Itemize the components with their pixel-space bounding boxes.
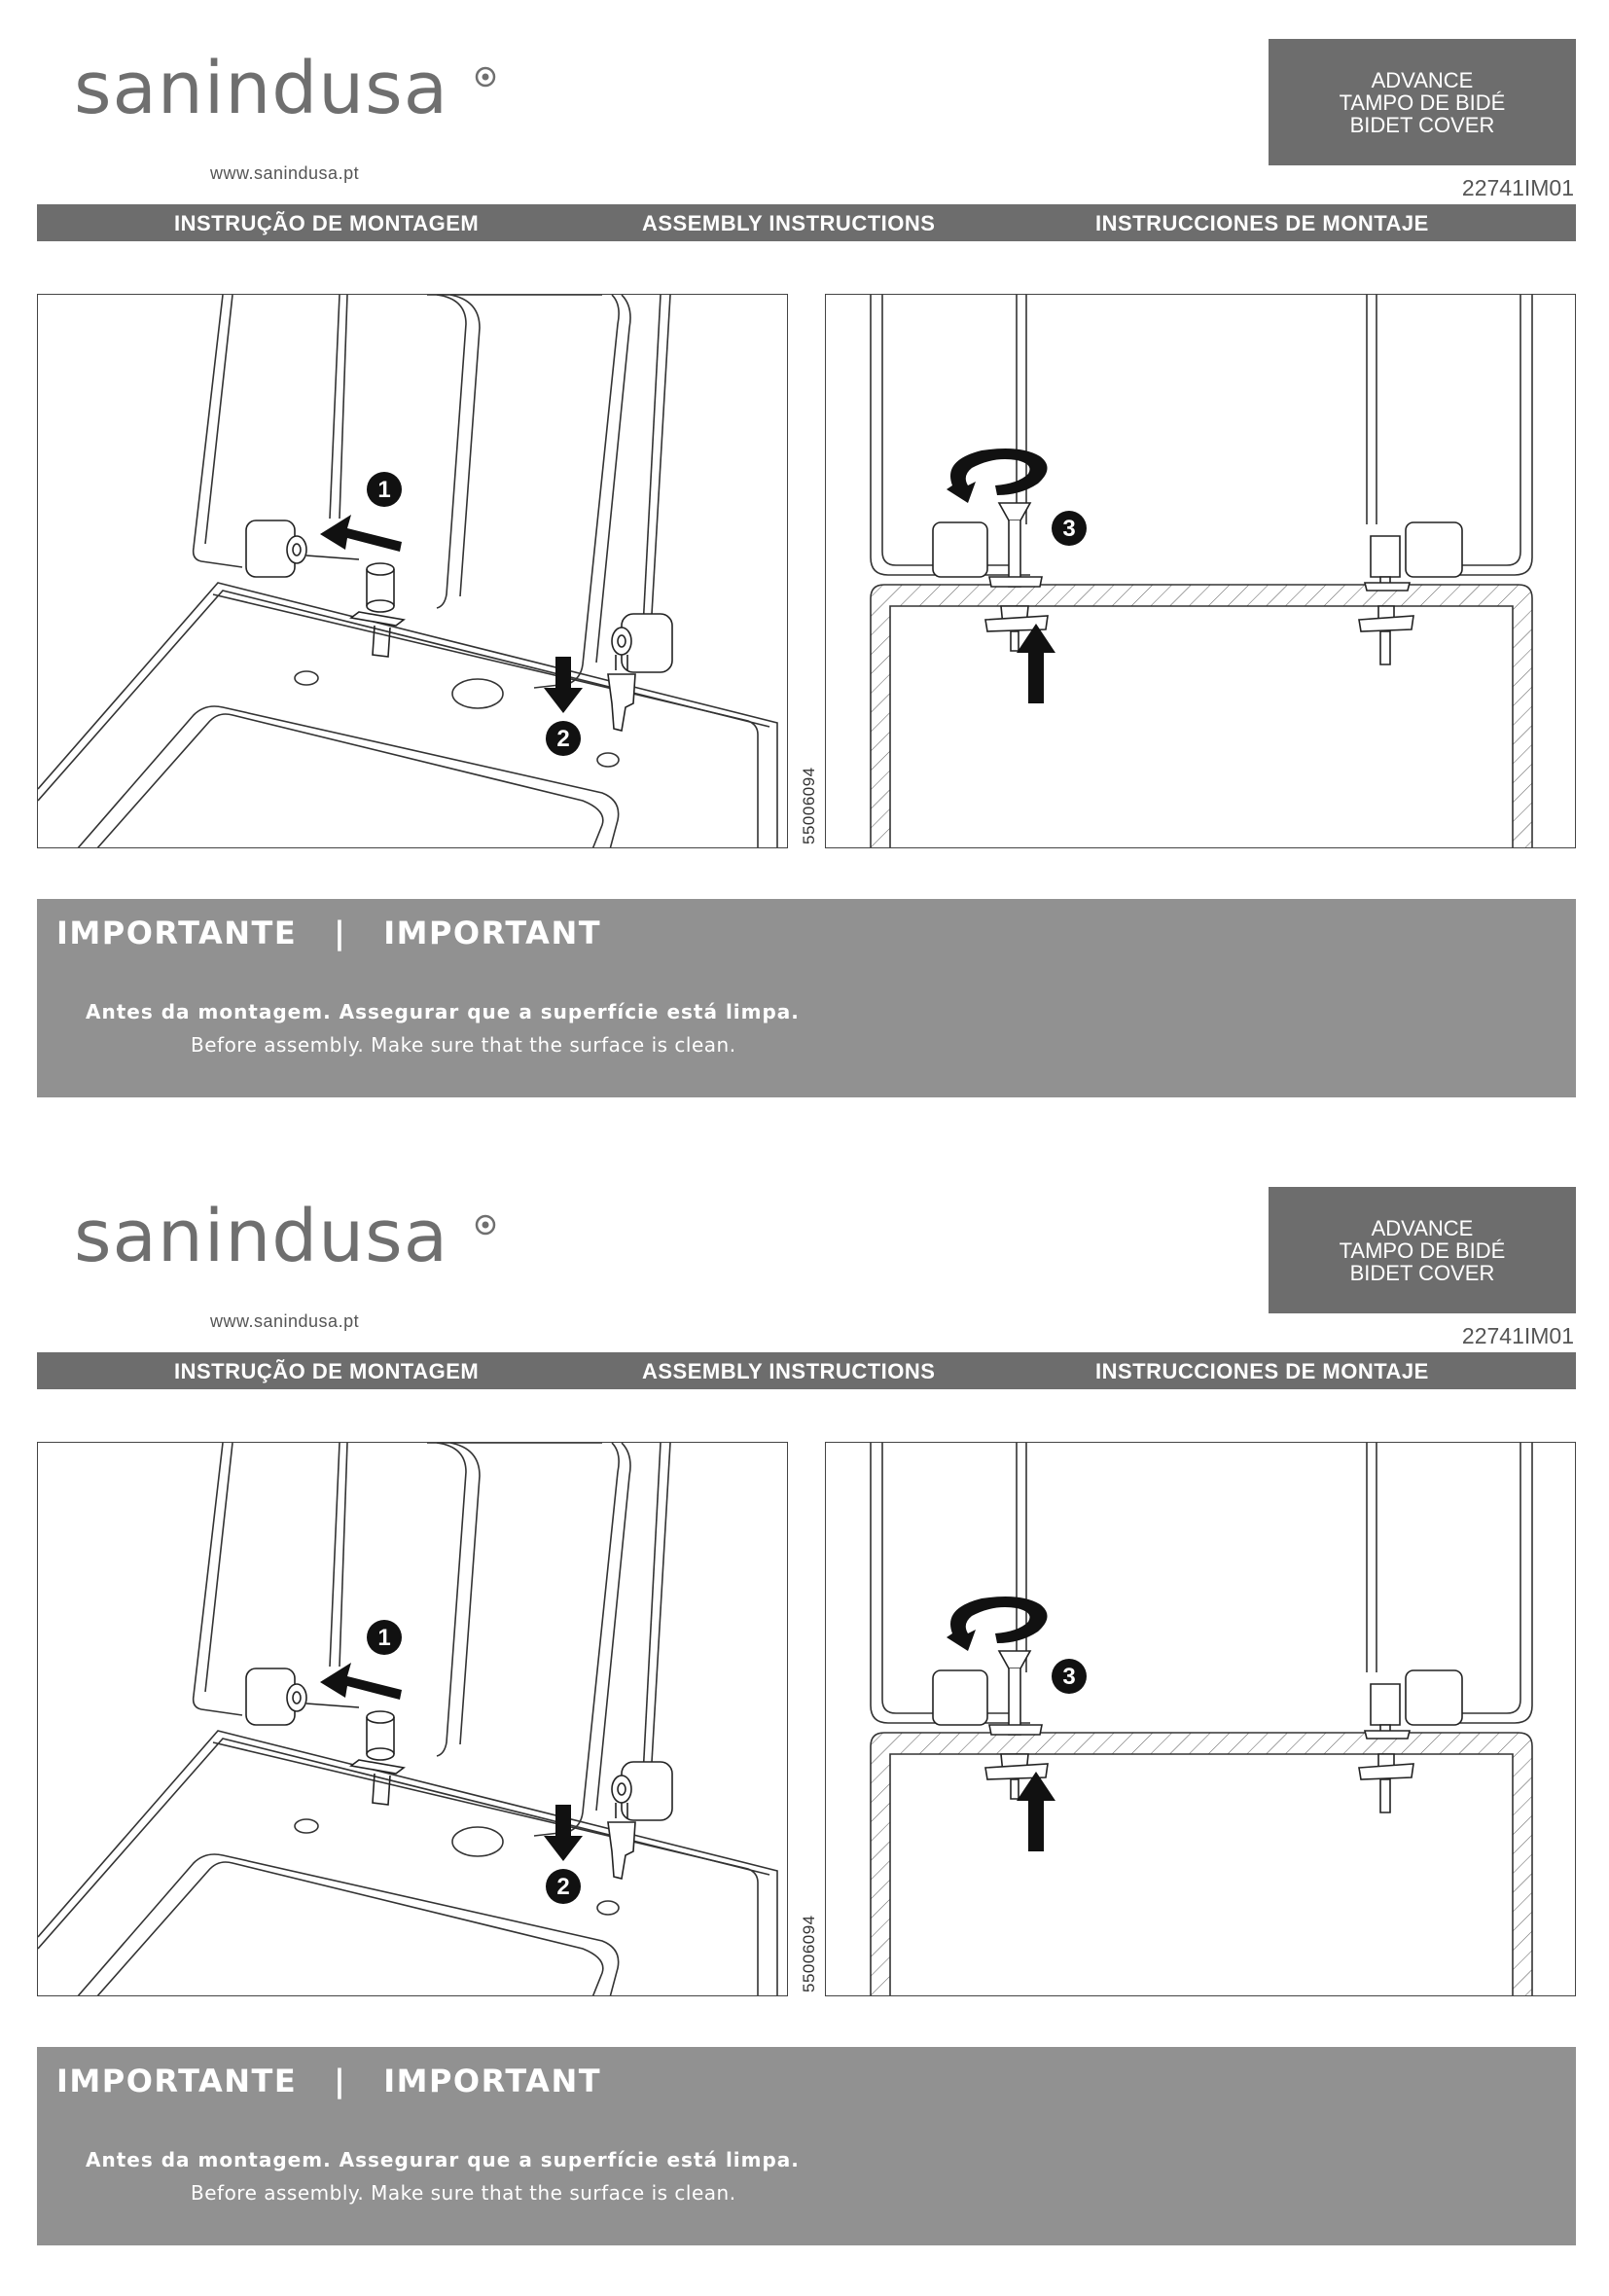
important-text-en: Before assembly. Make sure that the surface is clean. (191, 1033, 736, 1057)
step-markers (367, 1620, 581, 1904)
important-text-pt: Antes da montagem. Assegurar que a superfície está limpa. (86, 1000, 800, 1023)
website-url: www.sanindusa.pt (210, 1311, 360, 1331)
product-line-name: ADVANCE (1371, 67, 1474, 92)
instruction-sheet-bottom (0, 1148, 1609, 2296)
assembly-figure-right (825, 1442, 1576, 1996)
instructions-label-es: INSTRUCCIONES DE MONTAJE (1095, 1359, 1429, 1383)
document-code: 22741IM01 (1461, 1323, 1574, 1348)
document-code: 22741IM01 (1461, 175, 1574, 200)
important-notice (37, 899, 1576, 1097)
svg-text:2: 2 (556, 726, 570, 752)
hinge-right-drawing (608, 1762, 672, 1879)
instructions-label-en: ASSEMBLY INSTRUCTIONS (642, 211, 936, 235)
product-line-en: BIDET COVER (1349, 112, 1495, 137)
important-notice (37, 2047, 1576, 2245)
logo-mark-icon (475, 66, 496, 88)
bidet-section-drawing (871, 585, 1532, 848)
product-line-en: BIDET COVER (1349, 1260, 1495, 1285)
instructions-bar (37, 204, 1576, 241)
product-line-pt: TAMPO DE BIDÉ (1339, 90, 1506, 115)
assembly-figure-right (825, 294, 1576, 848)
seat-lid-drawing (194, 1443, 670, 1836)
rotate-arrow-icon (947, 1596, 1048, 1651)
sanindusa-logo (74, 1195, 502, 1278)
arrow-up-icon (1017, 624, 1055, 703)
product-title-box (1269, 1187, 1576, 1313)
step-markers-right (1052, 1659, 1087, 1694)
important-text-en: Before assembly. Make sure that the surface is clean. (191, 2181, 736, 2205)
important-title: IMPORTANTE | IMPORTANT (56, 2063, 602, 2099)
arrow-step-1-icon (320, 515, 402, 552)
website-url: www.sanindusa.pt (210, 163, 360, 183)
hinge-left-section-drawing (933, 1651, 1048, 1799)
rotate-arrow-icon (947, 448, 1048, 503)
step-markers (367, 472, 581, 756)
hinge-left-section-drawing (933, 503, 1048, 651)
svg-text:1: 1 (377, 1625, 391, 1651)
figure-reference-code: 55006094 (800, 767, 818, 844)
instructions-label-pt: INSTRUÇÃO DE MONTAGEM (174, 1359, 480, 1383)
figure-reference-code: 55006094 (800, 1915, 818, 1992)
arrow-step-1-icon (320, 1663, 402, 1700)
product-line-pt: TAMPO DE BIDÉ (1339, 1238, 1506, 1263)
instructions-label-es: INSTRUCCIONES DE MONTAJE (1095, 211, 1429, 235)
sanindusa-logo (74, 47, 502, 130)
step-markers-right (1052, 511, 1087, 546)
svg-text:3: 3 (1062, 516, 1076, 542)
instructions-label-en: ASSEMBLY INSTRUCTIONS (642, 1359, 936, 1383)
logo-wordmark: sanindusa (74, 1195, 449, 1278)
important-text-pt: Antes da montagem. Assegurar que a superfície está limpa. (86, 2148, 800, 2171)
assembly-figure-left (37, 1442, 788, 1996)
assembly-figure-left (37, 294, 788, 848)
svg-text:2: 2 (556, 1874, 570, 1900)
seat-lid-drawing (194, 295, 670, 688)
logo-wordmark: sanindusa (74, 47, 449, 130)
bidet-section-drawing (871, 1733, 1532, 1996)
product-title-box (1269, 39, 1576, 165)
instructions-label-pt: INSTRUÇÃO DE MONTAGEM (174, 211, 480, 235)
svg-text:3: 3 (1062, 1664, 1076, 1690)
hinge-right-drawing (608, 614, 672, 731)
arrow-up-icon (1017, 1772, 1055, 1851)
product-line-name: ADVANCE (1371, 1215, 1474, 1240)
logo-mark-icon (475, 1214, 496, 1236)
instructions-bar (37, 1352, 1576, 1389)
important-title: IMPORTANTE | IMPORTANT (56, 915, 602, 951)
svg-text:1: 1 (377, 477, 391, 503)
